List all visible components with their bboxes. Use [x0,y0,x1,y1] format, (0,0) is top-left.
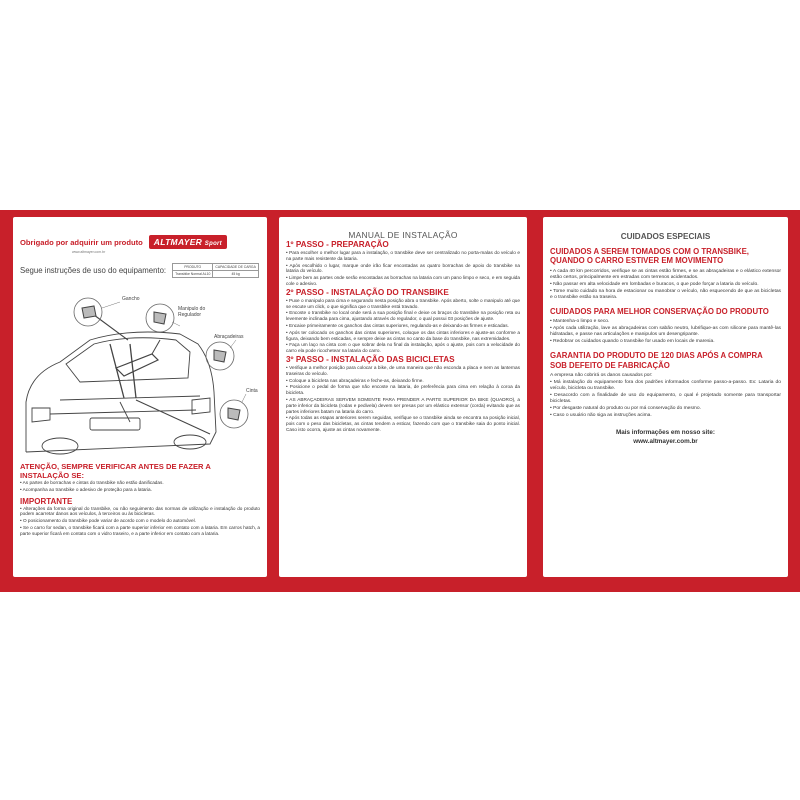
warning-item: • As partes de borrachas e cintas do transbike não estão danificadas. [20,480,164,485]
care-item: • Tome muito cuidado na hora de estacionar ou manobrar o veículo, não esquecendo de que as bicicletas e o transbike estão na traseira. [550,288,781,300]
step1-list [286,250,520,287]
step3-item: • Verifique a melhor posição para colocar a bike, de uma maneira que não esconda a placa e nem as lanternas traseiras do veículo. [286,364,520,376]
warranty-intro: A empresa não cobrirá os danos causados por: [550,373,653,379]
warranty-item: • Caso o usuário não siga as instruções acima. [550,413,652,419]
warning-title: ATENÇÃO, SEMPRE VERIFICAR ANTES DE FAZER A INSTALAÇÃO SE: [20,462,211,480]
warranty-heading: GARANTIA DO PRODUTO DE 120 DIAS APÓS A COMPRA SOB DEFEITO DE FABRICAÇÃO [550,351,763,370]
important-item: • O posicionamento do transbike pode variar de acordo com o modelo do automóvel. [20,518,196,524]
follow-text: Segue instruções de uso do equipamento: [20,266,167,275]
callout-cinta: Cinta [246,388,258,394]
panel-intro [13,217,267,577]
warning-list [20,480,260,493]
care-title: CUIDADOS ESPECIAIS [620,232,711,241]
important-list [20,506,260,537]
step2-item: • Após ter colocado os ganchos das cintas superiores, coloque os das cintas inferiores e ajuste-as conforme a figura, deixando bem esticadas, e sempre deixe as cintas no canto da base do transbike, nas extremidades. [286,329,520,341]
warning-item: • Acompanha ao transbike o adesivo de proteção para a lataria. [20,486,152,492]
spec-header-capacity: CAPACIDADE DE CARGA [213,264,258,271]
care-heading-conservation: CUIDADOS PARA MELHOR CONSERVAÇÃO DO PRODUTO [550,306,769,316]
logo-site: www.altmayer.com.br [72,250,106,254]
spec-value-capacity: 45 kg [213,271,258,278]
step3-item: • AS ABRAÇADEIRAS SERVEM SOMENTE PARA PRENDER A PARTE SUPERIOR DA BIKE (QUADRO), a parte inferior da bicicleta (rodas e pedivela) devem ser presas por um elástico extensor (corda) evitando que as partes inferiores batam na lataria do carro. [286,396,520,414]
warranty-list [550,373,781,419]
warranty-item: • Má instalação do equipamento fora dos padrões informados conforme passo-a-passo. Ex: Lataria do veículo, bicicleta ou transbike. [550,380,781,392]
altmayer-logo: ALTMAYER Sport [149,235,227,249]
warranty-item: • Desacordo com a finalidade de uso do equipamento, o qual é projetado somente para transportar bicicletas. [550,393,781,405]
care-item: • Após cada utilização, lave as abraçadeiras com sabão neutro, lubrifique-as com silicone para mantê-las hidratadas, e passe nas articulações e manipulos um desengripante. [550,326,781,338]
step2-item: • Faça um laço na cinta com o que sobrar dela no final da instalação, após o ajuste, pois com a velocidade do carro ela pode ricochetear na lataria do carro. [286,342,520,354]
care-item: • Não passar em alta velocidade em lombadas e buracos, o que pode forçar a lataria do veículo. [550,281,759,287]
panel-special-care [543,217,788,577]
callout-abracadeiras: Abraçadeiras [214,334,244,340]
care-item: • Mantenha-o limpo e seco. [550,319,610,325]
thanks-row [20,235,260,249]
step1-item: • Limpe bem as partes onde serão encostadas as borrachas na lataria com um pano limpo e seco, e em seguida cole o adesivo. [286,275,520,286]
spec-header-product: PRODUTO [173,264,213,271]
step2-item: • Encoste o transbike no local onde será a sua posição final e deixe os braços do transbike na posição reta ou levemente inclinada para cima, ajustando através do regulador, o qual possui 03 posições de ajuste. [286,310,520,322]
step2-item: • Puxe o manipulo para cima e segurando nesta posição abra o transbike. Após aberto, solte o manipulo até que se escute um click, o que significa que o transbike está travado. [286,297,520,309]
step1-title: 1º PASSO - PREPARAÇÃO [286,240,389,249]
care-heading-moving: CUIDADOS A SEREM TOMADOS COM O TRANSBIKE, QUANDO O CARRO ESTIVER EM MOVIMENTO [550,247,749,266]
spec-value-product: Transbike Normal AL10 [173,271,213,278]
step2-title: 2º PASSO - INSTALAÇÃO DO TRANSBIKE [286,287,449,297]
care-item: • Redobrar os cuidados quando o transbike for usado em locais de maresia. [550,339,715,345]
important-item: • Se o carro for sedan, o transbike ficará com a parte superior inferior em contato com a lataria. Em carros hatch, a parte superior ficará em contato com o vidro traseiro, e a parte inferior em contato com a lataria. [20,524,260,536]
step2-item: • Encaixe primeiramente os ganchos das cintas superiores, regulando-as e deixando-as firmes e esticadas. [286,322,509,328]
callout-manipulo: Manipulo do Regulador [178,306,206,318]
thanks-text: Obrigado por adquirir um produto [20,237,143,247]
care-conservation-list [550,319,781,345]
step3-item: • Após todas as etapas anteriores serem seguidas, verifique se o transbike ainda se encontra na posição inicial, pois com o peso das bicicletas, as cintas tendem a esticar, fazendo com que o transbike saia do ponto inicial. Caso isto ocorra, ajuste as cintas novamente. [286,415,520,432]
step1-item: • Após escolhido o lugar, marque onde irão ficar encostadas as quatro borrachas de apoio do transbike na lataria do veículo. [286,262,520,274]
important-title: IMPORTANTE [20,496,73,506]
care-item: • A cada 40 km percorridos, verifique se as cintas estão firmes, e se as abraçadeiras e o elástico extensor estão certos, principalmente em estradas com terrenos acidentados. [550,268,781,280]
panel-installation [279,217,527,577]
spec-table [172,263,259,278]
step2-list [286,298,520,354]
more-info-text: Mais informações em nosso site: [615,429,716,437]
more-info [550,429,781,446]
step3-item: • Posicione o pedal de forma que não encoste na lataria, de preferência para cima em relação à coroa da bicicleta. [286,384,520,396]
car-illustration [20,282,260,458]
car-with-transbike-drawing [20,282,260,458]
website-link[interactable]: www.altmayer.com.br [633,437,698,445]
step1-item: • Para escolher o melhor lugar para a instalação, o transbike deve ser centralizado no porta-malas do veículo e na parte mais resistente da lataria. [286,250,520,261]
step3-title: 3º PASSO - INSTALAÇÃO DAS BICICLETAS [286,354,455,364]
callout-gancho: Gancho [122,296,140,302]
follow-row [20,263,260,278]
warranty-item: • Por desgaste natural do produto ou por má conservação do mesmo. [550,406,701,412]
step3-list [286,365,520,433]
manual-title: MANUAL DE INSTALAÇÃO [348,230,458,240]
important-item: • Alterações da forma original do transbike, ou não seguimento das normas de utilização e instalação do produto podem acarretar danos aos veículos, à terceiros ou às bicicletas. [20,505,260,517]
step3-item: • Coloque a bicicleta nas abraçadeiras e feche-as, deixando firme. [286,377,424,383]
care-moving-list [550,269,781,301]
